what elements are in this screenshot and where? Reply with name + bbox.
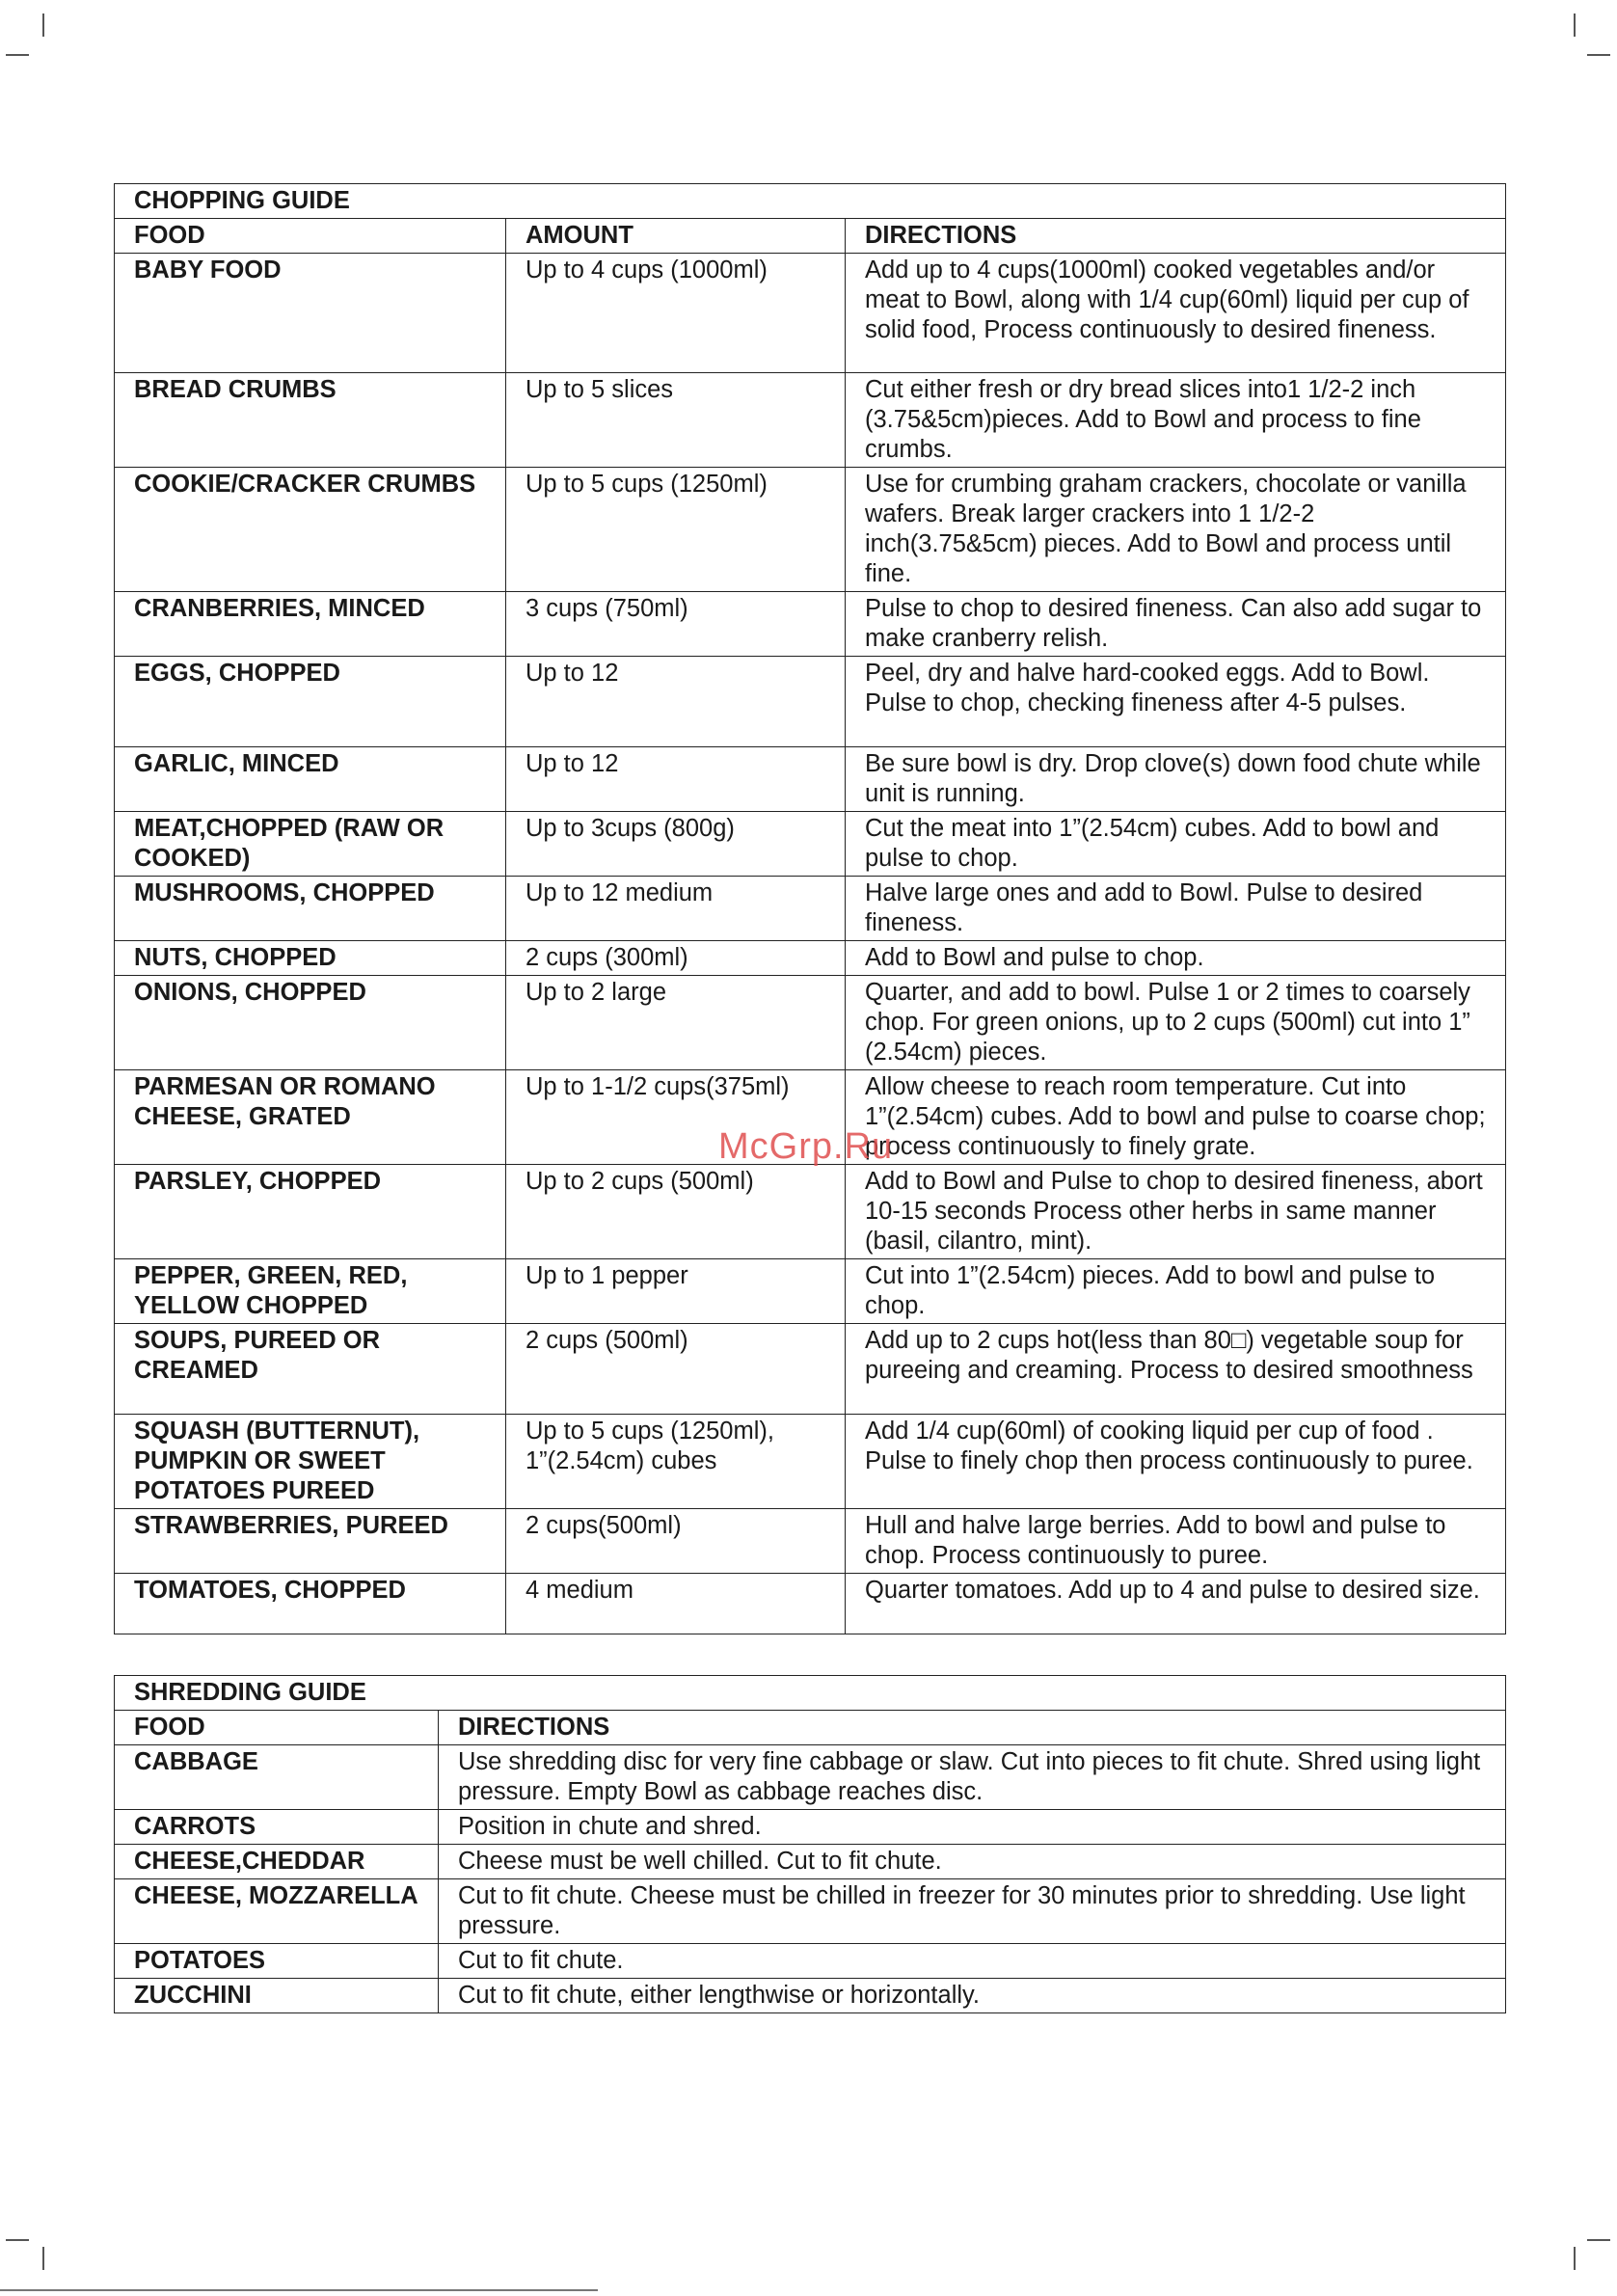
table-row <box>115 877 1506 941</box>
amount-cell: 4 medium <box>506 1574 846 1634</box>
directions-cell: Use for crumbing graham crackers, chocolate or vanilla wafers. Break larger crackers into 1 1/2-2 inch(3.75&5cm) pieces. Add to Bowl and process until fine. <box>846 468 1506 592</box>
directions-cell: Be sure bowl is dry. Drop clove(s) down food chute while unit is running. <box>846 747 1506 812</box>
food-cell: STRAWBERRIES, PUREED <box>115 1509 506 1574</box>
directions-cell: Cut to fit chute. Cheese must be chilled in freezer for 30 minutes prior to shredding. Use light pressure. <box>439 1879 1506 1944</box>
table-row <box>115 373 1506 468</box>
chopping-guide-header-row <box>115 219 1506 254</box>
directions-cell: Cut to fit chute. <box>439 1944 1506 1979</box>
directions-cell: Cut into 1”(2.54cm) pieces. Add to bowl and pulse to chop. <box>846 1259 1506 1324</box>
amount-cell: Up to 5 cups (1250ml), 1”(2.54cm) cubes <box>506 1415 846 1509</box>
food-cell: CABBAGE <box>115 1745 439 1810</box>
header-directions: DIRECTIONS <box>846 219 1506 254</box>
food-cell: CHEESE, MOZZARELLA <box>115 1879 439 1944</box>
directions-cell: Cut either fresh or dry bread slices into1 1/2-2 inch (3.75&5cm)pieces. Add to Bowl and process to fine crumbs. <box>846 373 1506 468</box>
directions-cell: Quarter tomatoes. Add up to 4 and pulse to desired size. <box>846 1574 1506 1634</box>
food-cell: CRANBERRIES, MINCED <box>115 592 506 657</box>
crop-mark <box>6 54 29 56</box>
food-cell: SOUPS, PUREED OR CREAMED <box>115 1324 506 1415</box>
directions-cell: Position in chute and shred. <box>439 1810 1506 1845</box>
food-cell: PARMESAN OR ROMANO CHEESE, GRATED <box>115 1070 506 1165</box>
table-row <box>115 976 1506 1070</box>
amount-cell: Up to 2 large <box>506 976 846 1070</box>
amount-cell: Up to 3cups (800g) <box>506 812 846 877</box>
table-row <box>115 1745 1506 1810</box>
table-row <box>115 254 1506 373</box>
header-amount: AMOUNT <box>506 219 846 254</box>
food-cell: CHEESE,CHEDDAR <box>115 1845 439 1879</box>
table-row <box>115 1574 1506 1634</box>
directions-cell: Add 1/4 cup(60ml) of cooking liquid per cup of food . Pulse to finely chop then process continuously to puree. <box>846 1415 1506 1509</box>
chopping-guide-title-row <box>115 184 1506 219</box>
directions-cell: Quarter, and add to bowl. Pulse 1 or 2 times to coarsely chop. For green onions, up to 2 cups (500ml) cut into 1” (2.54cm) pieces. <box>846 976 1506 1070</box>
food-cell: POTATOES <box>115 1944 439 1979</box>
table-row <box>115 657 1506 747</box>
table-row <box>115 1324 1506 1415</box>
amount-cell: Up to 12 medium <box>506 877 846 941</box>
watermark: McGrp.Ru <box>718 1126 894 1167</box>
table-row <box>115 1415 1506 1509</box>
food-cell: GARLIC, MINCED <box>115 747 506 812</box>
page-bottom-rule <box>0 2289 598 2291</box>
shredding-guide-title-row <box>115 1676 1506 1711</box>
header-directions: DIRECTIONS <box>439 1711 1506 1745</box>
food-cell: COOKIE/CRACKER CRUMBS <box>115 468 506 592</box>
table-row <box>115 1845 1506 1879</box>
food-cell: ZUCCHINI <box>115 1979 439 2013</box>
directions-cell: Cut the meat into 1”(2.54cm) cubes. Add to bowl and pulse to chop. <box>846 812 1506 877</box>
amount-cell: Up to 12 <box>506 747 846 812</box>
directions-cell: Cut to fit chute, either lengthwise or horizontally. <box>439 1979 1506 2013</box>
amount-cell: Up to 5 cups (1250ml) <box>506 468 846 592</box>
amount-cell: 2 cups (300ml) <box>506 941 846 976</box>
table-row <box>115 1944 1506 1979</box>
crop-mark <box>6 2239 29 2241</box>
directions-cell: Add to Bowl and Pulse to chop to desired fineness, abort 10-15 seconds Process other herbs in same manner (basil, cilantro, mint). <box>846 1165 1506 1259</box>
amount-cell: Up to 5 slices <box>506 373 846 468</box>
directions-cell: Halve large ones and add to Bowl. Pulse to desired fineness. <box>846 877 1506 941</box>
directions-cell: Use shredding disc for very fine cabbage or slaw. Cut into pieces to fit chute. Shred using light pressure. Empty Bowl as cabbage reaches disc. <box>439 1745 1506 1810</box>
amount-cell: Up to 12 <box>506 657 846 747</box>
table-row <box>115 1509 1506 1574</box>
food-cell: MUSHROOMS, CHOPPED <box>115 877 506 941</box>
food-cell: PARSLEY, CHOPPED <box>115 1165 506 1259</box>
food-cell: PEPPER, GREEN, RED, YELLOW CHOPPED <box>115 1259 506 1324</box>
crop-mark <box>1587 2239 1610 2241</box>
crop-mark <box>1574 14 1576 37</box>
directions-cell: Add up to 4 cups(1000ml) cooked vegetables and/or meat to Bowl, along with 1/4 cup(60ml) liquid per cup of solid food, Process continuously to desired fineness. <box>846 254 1506 373</box>
amount-cell: Up to 1 pepper <box>506 1259 846 1324</box>
table-row <box>115 1259 1506 1324</box>
shredding-guide-table <box>114 1675 1506 2013</box>
table-row <box>115 747 1506 812</box>
crop-mark <box>42 2247 44 2270</box>
food-cell: BREAD CRUMBS <box>115 373 506 468</box>
food-cell: EGGS, CHOPPED <box>115 657 506 747</box>
shredding-guide-title: SHREDDING GUIDE <box>115 1676 1506 1711</box>
header-food: FOOD <box>115 219 506 254</box>
table-row <box>115 1879 1506 1944</box>
directions-cell: Pulse to chop to desired fineness. Can also add sugar to make cranberry relish. <box>846 592 1506 657</box>
table-row <box>115 468 1506 592</box>
amount-cell: 2 cups (500ml) <box>506 1324 846 1415</box>
table-row <box>115 1165 1506 1259</box>
directions-cell: Cheese must be well chilled. Cut to fit chute. <box>439 1845 1506 1879</box>
table-row <box>115 592 1506 657</box>
food-cell: CARROTS <box>115 1810 439 1845</box>
directions-cell: Peel, dry and halve hard-cooked eggs. Add to Bowl. Pulse to chop, checking fineness after 4-5 pulses. <box>846 657 1506 747</box>
food-cell: MEAT,CHOPPED (RAW OR COOKED) <box>115 812 506 877</box>
crop-mark <box>42 14 44 37</box>
directions-cell: Allow cheese to reach room temperature. Cut into 1”(2.54cm) cubes. Add to bowl and pulse to coarse chop; process continuously to finely grate. <box>846 1070 1506 1165</box>
directions-cell: Add up to 2 cups hot(less than 80□) vegetable soup for pureeing and creaming. Process to desired smoothness <box>846 1324 1506 1415</box>
directions-cell: Add to Bowl and pulse to chop. <box>846 941 1506 976</box>
table-row <box>115 1979 1506 2013</box>
crop-mark <box>1574 2247 1576 2270</box>
food-cell: SQUASH (BUTTERNUT), PUMPKIN OR SWEET POTATOES PUREED <box>115 1415 506 1509</box>
amount-cell: Up to 1-1/2 cups(375ml) <box>506 1070 846 1165</box>
food-cell: NUTS, CHOPPED <box>115 941 506 976</box>
amount-cell: 3 cups (750ml) <box>506 592 846 657</box>
food-cell: BABY FOOD <box>115 254 506 373</box>
amount-cell: Up to 4 cups (1000ml) <box>506 254 846 373</box>
food-cell: TOMATOES, CHOPPED <box>115 1574 506 1634</box>
food-cell: ONIONS, CHOPPED <box>115 976 506 1070</box>
table-row <box>115 941 1506 976</box>
amount-cell: Up to 2 cups (500ml) <box>506 1165 846 1259</box>
header-food: FOOD <box>115 1711 439 1745</box>
amount-cell: 2 cups(500ml) <box>506 1509 846 1574</box>
shredding-guide-header-row <box>115 1711 1506 1745</box>
directions-cell: Hull and halve large berries. Add to bowl and pulse to chop. Process continuously to puree. <box>846 1509 1506 1574</box>
crop-mark <box>1587 54 1610 56</box>
table-row <box>115 1810 1506 1845</box>
table-row <box>115 812 1506 877</box>
chopping-guide-table <box>114 183 1506 1634</box>
chopping-guide-title: CHOPPING GUIDE <box>115 184 1506 219</box>
